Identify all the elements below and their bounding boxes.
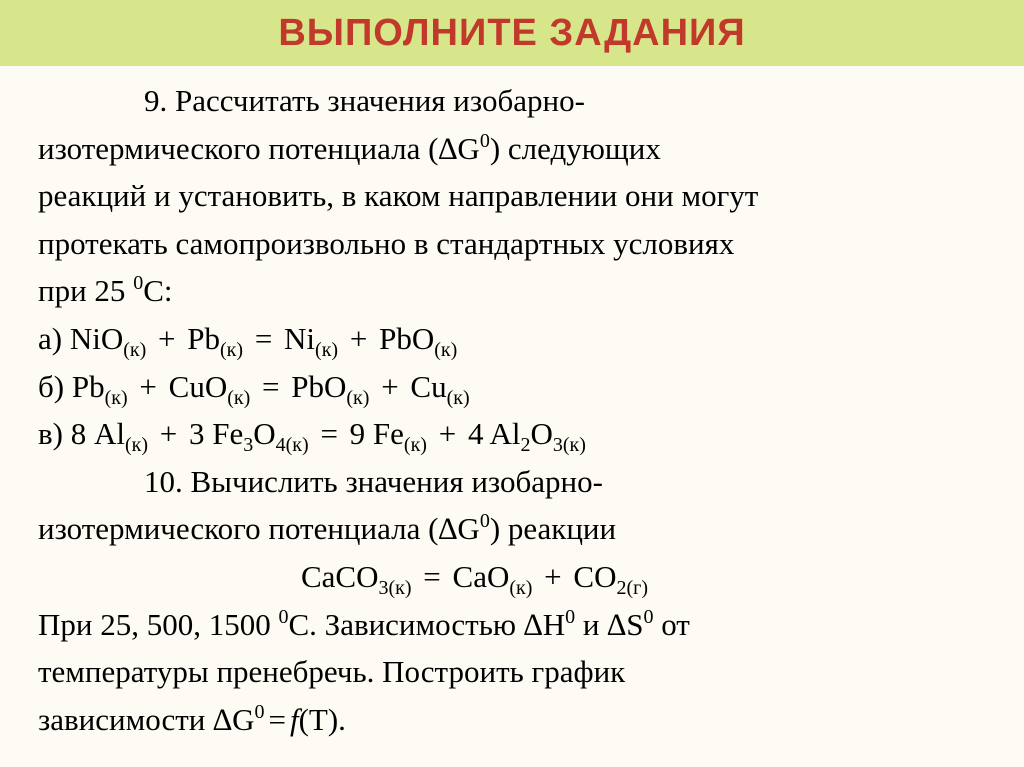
- title-bar: [0, 0, 1024, 66]
- reaction-b: б) $Pb_{(к)} + CuO_{(к)} = PbO_{(к)} + Cu_{(к)}$: [38, 368, 470, 409]
- task10-line1: 10. Вычислить значения изобарно-: [144, 463, 603, 499]
- reaction-c: в) 8 $Al_{(к)} + 3$ $Fe_3O_{4(к)} = 9$ $Fe_{(к)} + 4$ $Al_2O_{3(к)}$: [38, 416, 586, 457]
- task9-line5: при 25 $^0$С:: [38, 272, 173, 309]
- task9-line2: изотермического потенциала $(\Delta G^0)$ следующих: [38, 129, 661, 166]
- task9-line1: 9. Рассчитать значения изобарно-: [144, 83, 585, 118]
- task10-line6: зависимости $\Delta G^0 = f(T)$.: [38, 700, 346, 737]
- reaction-a: а) $NiO_{(к)} + Pb_{(к)} = Ni_{(к)} + PbO_{(к)}$: [38, 320, 458, 361]
- task10-line2: изотермического потенциала $(\Delta G^0)$ реакции: [38, 510, 617, 547]
- task10-line4: При 25, 500, 1500 $^0$С. Зависимостью $\Delta H^0$ и $\Delta S^0$ от: [38, 605, 690, 642]
- task9-line3: реакций и установить, в каком направлении они могут: [38, 178, 759, 214]
- task10-line5: температуры пренебречь. Построить график: [38, 654, 626, 690]
- task10-reaction: CaCO$_{3(к)}$ = $CaO_{(к)} + CO_{2(г)}$: [301, 558, 648, 599]
- slide-content: [38, 77, 998, 743]
- slide-title: ВЫПОЛНИТЕ ЗАДАНИЯ: [278, 11, 746, 54]
- task9-line4: протекать самопроизвольно в стандартных условиях: [38, 225, 735, 261]
